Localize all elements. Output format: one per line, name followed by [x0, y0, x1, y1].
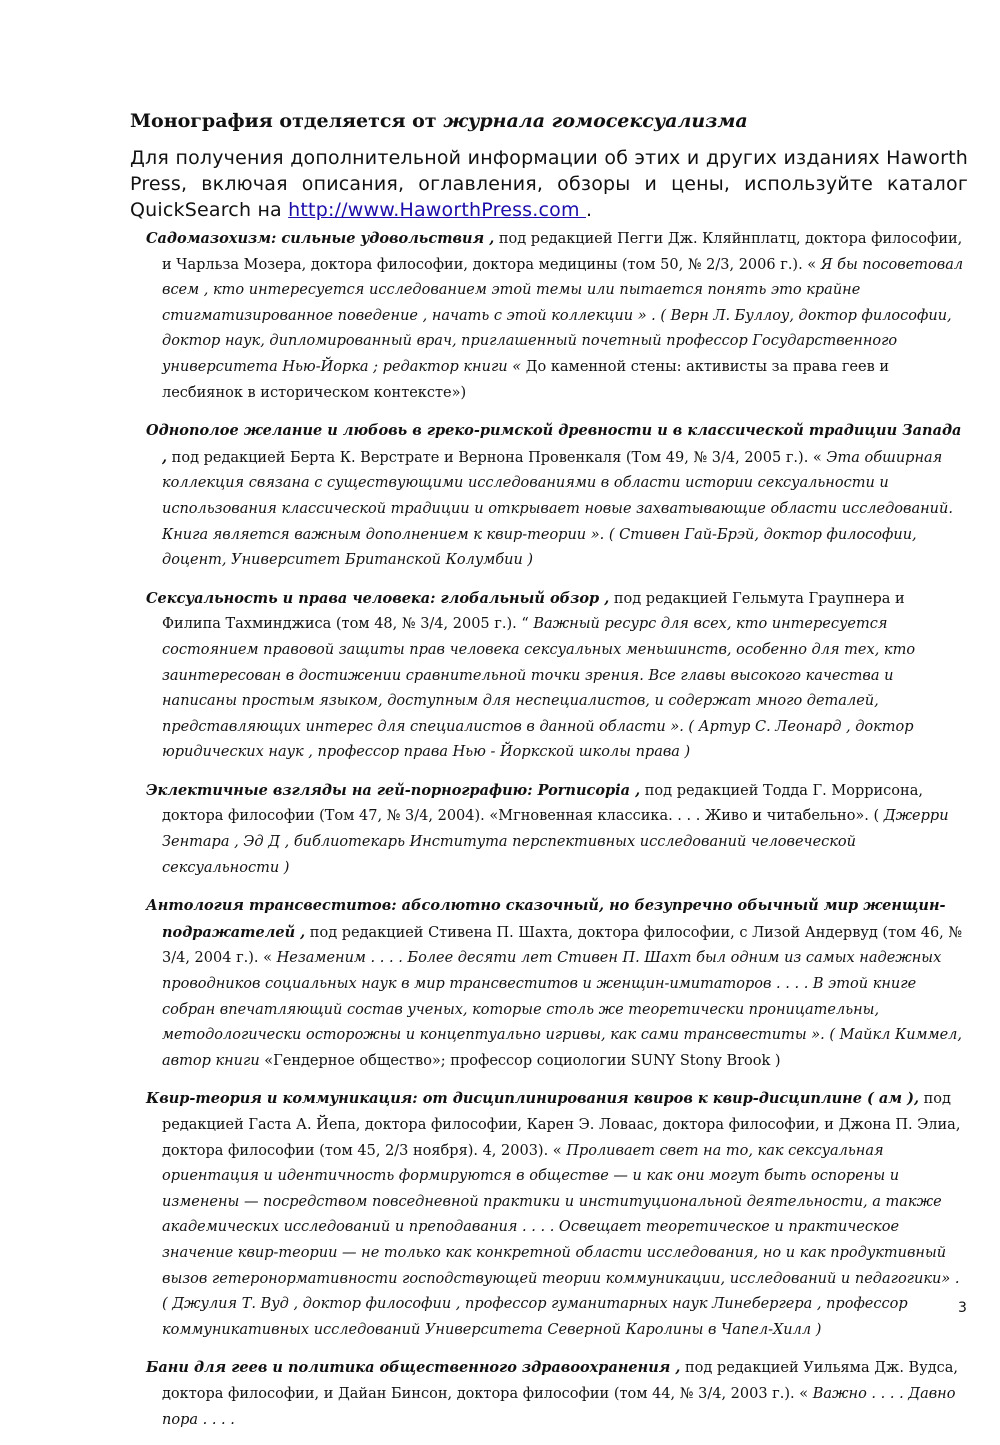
entry-details: под редакцией Уильяма Дж. Вудса, доктора философии, и Дайан Бинсон, доктора философии (том 44, № 3/4, 2003 г.). «: [162, 1360, 959, 1402]
heading-plain: Монография отделяется от: [130, 110, 444, 132]
entry-review: Незаменим . . . . Более десяти лет Стивен П. Шахт был одним из самых надежных проводников социальных наук в мир трансвеститов и женщин-имитаторов . . . . В этой книге собран впечатляющий состав ученых, которые столь же теоретически проницательны, методологически осторожны и концептуально игривы, как сами трансвеститы ». ( Майкл Киммел, автор книги: [162, 950, 963, 1069]
entry-review: Эта обширная коллекция связана с существующими исследованиями в области истории сексуальности и использования классической традиции и открывает новые захватывающие области исследований. Книга является важным дополнением к квир-теории ». ( Стивен Гай-Брэй, доктор философии, доцент, Университет Британской Колумбии ): [162, 449, 953, 569]
entry-title: Бани для геев и политика общественного здравоохранения ,: [146, 1359, 681, 1377]
list-item: [146, 778, 968, 881]
entry-details: под редакцией Тодда Г. Моррисона, доктора философии (Том 47, № 3/4, 2004). «Мгновенная классика. . . . Живо и читабельно». (: [162, 782, 923, 825]
entries-list: [146, 226, 968, 1445]
entry-tail: «Гендерное общество»; профессор социологии SUNY Stony Brook ): [259, 1052, 781, 1069]
entry-details: под редакцией Стивена П. Шахта, доктора философии, с Лизой Андервуд (том 46, № 3/4, 2004 г.). «: [162, 924, 963, 967]
list-item: [146, 1086, 968, 1343]
entry-details: под редакцией Берта К. Верстрате и Вернона Провенкаля (Том 49, № 3/4, 2005 г.). «: [167, 449, 822, 466]
entry-review: Проливает свет на то, как сексуальная ориентация и идентичность формируются в обществе — и как они могут быть оспорены и изменены — посредством повседневной практики и институциональной деятельности, а также академических исследований и преподавания . . . . Освещает теоретическое и практическое значение квир-теории — не только как конкретной области исследования, но и как продуктивный вызов гетеронормативности господствующей теории коммуникации, исследований и педагогики» . ( Джулия Т. Вуд , доктор философии , профессор гуманитарных наук Линебергера , профессор коммуникативных исследований Университета Северной Каролины в Чапел-Хилл ): [162, 1142, 960, 1338]
entry-details: под редакцией Гельмута Граупнера и Филипа Тахминджиса (том 48, № 3/4, 2005 г.). “: [162, 590, 905, 633]
heading-italic: журнала гомосексуализма: [443, 110, 748, 132]
haworth-press-link[interactable]: http://www.HaworthPress.com: [288, 199, 586, 221]
intro-end: .: [585, 199, 593, 221]
intro-paragraph: [130, 145, 968, 223]
list-item: [146, 226, 968, 406]
entry-tail: До каменной стены: активисты за права геев и лесбиянок в историческом контексте»): [162, 358, 890, 401]
entry-details: под редакцией Пегги Дж. Кляйнплатц, доктора философии, и Чарльза Мозера, доктора философии, доктора медицины (том 50, № 2/3, 2006 г.). «: [162, 231, 963, 273]
entry-review: Джерри Зентара , Эд Д , библиотекарь Института перспективных исследований человеческой сексуальности ): [162, 808, 949, 876]
entry-title: Эклектичные взгляды на гей-порнографию: Pornucopia ,: [146, 781, 641, 799]
entry-review: Важный ресурс для всех, кто интересуется состоянием правовой защиты прав человека сексуальных меньшинств, особенно для тех, кто заинтересован в достижении сравнительной точки зрения. Все главы высокого качества и написаны простым языком, доступным для неспециалистов, и содержат много деталей, представляющих интерес для специалистов в данной области ». ( Артур С. Леонард , доктор юридических наук , профессор права Нью - Йоркской школы права ): [162, 616, 916, 761]
list-item: [146, 586, 968, 766]
intro-text: Для получения дополнительной информации об этих и других изданиях Haworth Press, включая описания, оглавления, обзоры и цены, используйте каталог QuickSearch на: [130, 147, 968, 221]
entry-review: Важно . . . . Давно пора . . . .: [162, 1385, 956, 1428]
entry-title: Сексуальность и права человека: глобальный обзор ,: [146, 589, 610, 607]
entry-review: Я бы посоветовал всем , кто интересуется исследованием этой темы или пытается понять это крайне стигматизированное поведение , начать с этой коллекции » . ( Верн Л. Буллоу, доктор философии, доктор наук, дипломированный врач, приглашенный почетный профессор Государственного университета Нью-Йорка ; редактор книги «: [162, 256, 964, 375]
entry-title: Однополое желание и любовь в греко-римской древности и в классической традиции Запада ,: [146, 422, 962, 466]
list-item: [146, 1355, 968, 1433]
entry-title: Антология трансвеститов: абсолютно сказочный, но безупречно обычный мир женщин-подражателей ,: [146, 897, 946, 941]
list-item: [146, 893, 968, 1074]
page-number: 3: [958, 1300, 967, 1316]
entry-title: Квир-теория и коммуникация: от дисциплинирования квиров к квир-дисциплине ( ам ),: [146, 1090, 920, 1108]
entry-details: под редакцией Гаста А. Йепа, доктора философии, Карен Э. Ловаас, доктора философии, и Джона П. Элиа, доктора философии (том 45, 2/3 ноября). 4, 2003). «: [162, 1091, 961, 1159]
page-heading: [130, 108, 970, 134]
entry-title: Садомазохизм: сильные удовольствия ,: [146, 230, 495, 247]
list-item: [146, 418, 968, 574]
